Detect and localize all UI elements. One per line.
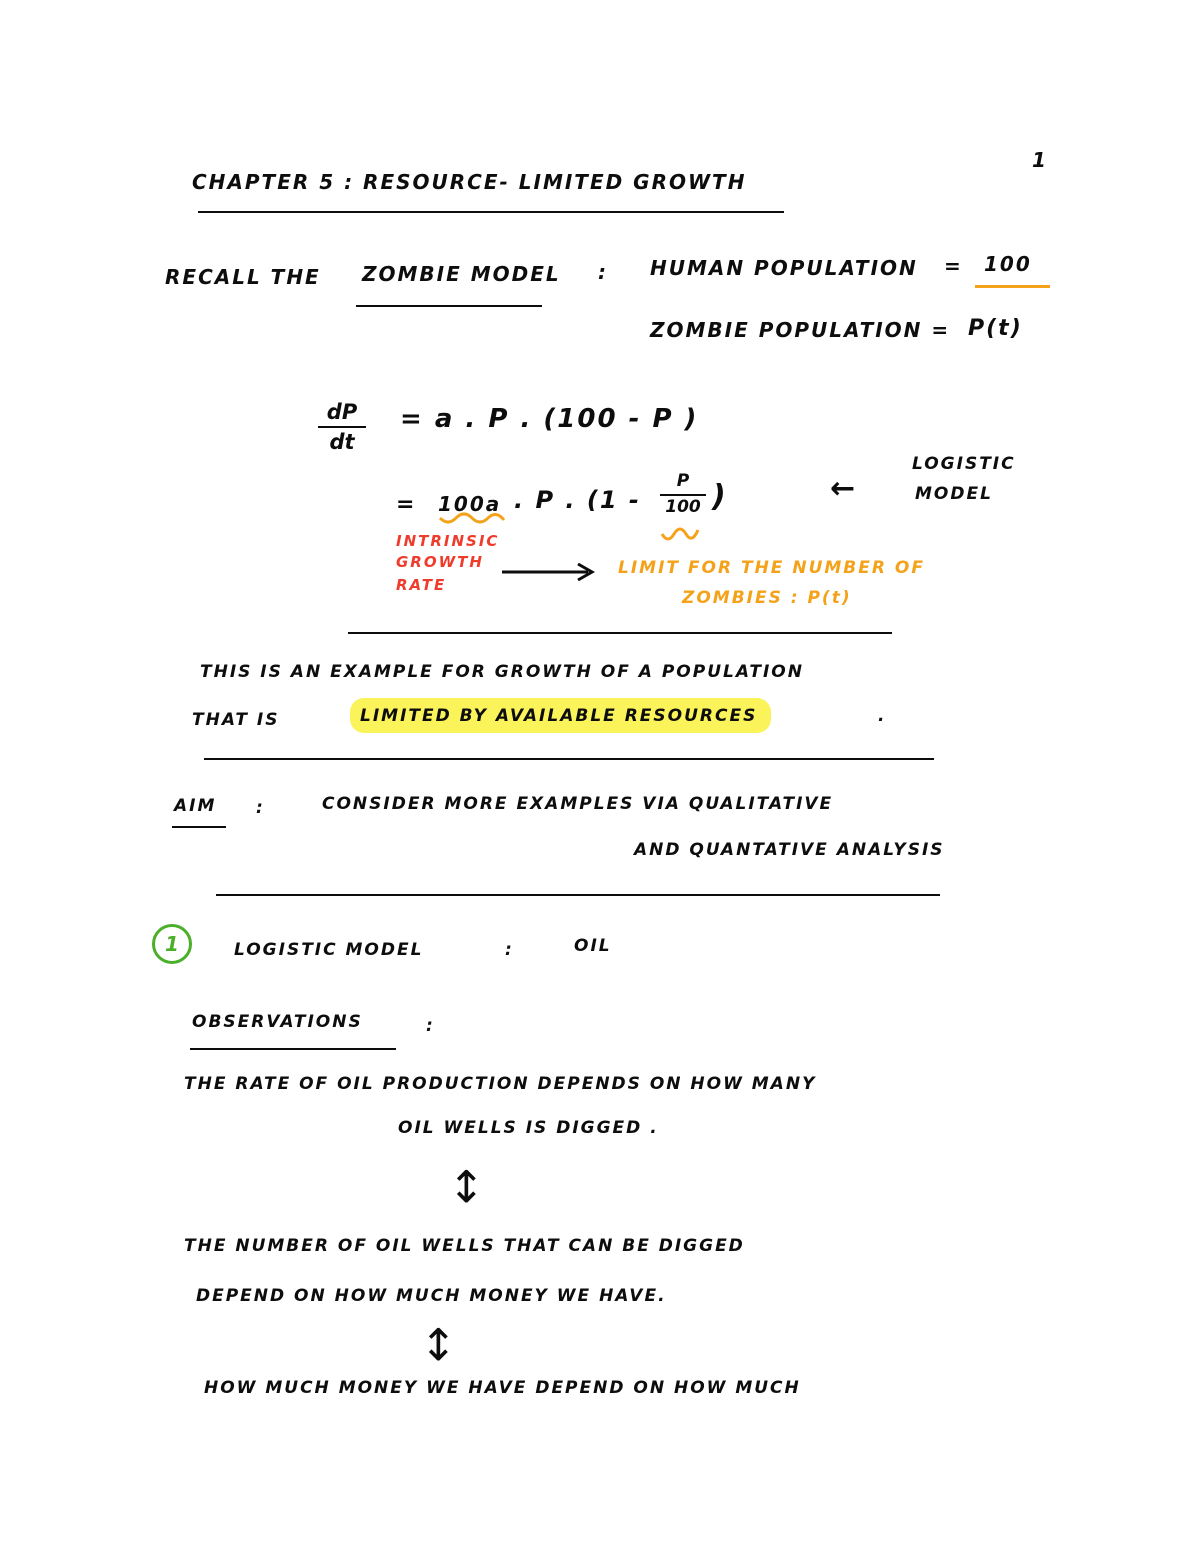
logistic-arrow: ← — [830, 471, 858, 506]
aim-underline — [172, 826, 226, 828]
observations-colon: : — [426, 1016, 435, 1036]
divider-1 — [348, 632, 892, 634]
intrinsic-to-limit-arrow — [500, 562, 596, 582]
limit-label-2: ZOMBIES : P(t) — [682, 588, 852, 608]
aim-line-1: CONSIDER MORE EXAMPLES VIA QUALITATIVE — [322, 794, 834, 814]
human-value-underline — [975, 285, 1050, 288]
example-line-1: THIS IS AN EXAMPLE FOR GROWTH OF A POPULATION — [200, 662, 804, 682]
intrinsic-label-2: GROWTH — [396, 553, 484, 571]
chapter-title: CHAPTER 5 : RESOURCE- LIMITED GROWTH — [192, 170, 747, 194]
limit-fraction-denominator: 100 — [665, 496, 701, 517]
logistic-label-1: LOGISTIC — [912, 454, 1016, 474]
derivative-bar — [318, 426, 366, 428]
observation-1-line-2: OIL WELLS IS DIGGED . — [398, 1118, 659, 1138]
limit-label-1: LIMIT FOR THE NUMBER OF — [618, 558, 925, 578]
divider-3 — [216, 894, 940, 896]
equation-line-1: = a . P . (100 - P ) — [400, 404, 699, 434]
derivative-numerator: dP — [326, 400, 358, 424]
limit-fraction-numerator: P — [676, 471, 690, 491]
section-colon: : — [505, 940, 514, 960]
example-highlight: LIMITED BY AVAILABLE RESOURCES — [350, 698, 771, 733]
derivative-denominator: dt — [329, 430, 355, 455]
zombie-model-underline — [356, 305, 542, 307]
observation-1-line-1: THE RATE OF OIL PRODUCTION DEPENDS ON HOW MANY — [184, 1074, 817, 1094]
human-population-value: 100 — [984, 252, 1032, 276]
section-title: LOGISTIC MODEL — [234, 940, 424, 960]
logistic-label-2: MODEL — [915, 484, 993, 504]
recall-colon: : — [598, 260, 608, 284]
derivative-fraction — [318, 400, 366, 454]
title-underline — [198, 211, 784, 213]
recall-lead: RECALL THE — [165, 265, 321, 289]
observation-2-line-1: THE NUMBER OF OIL WELLS THAT CAN BE DIGGED — [184, 1236, 745, 1256]
intrinsic-label-3: RATE — [396, 576, 447, 594]
observation-3-line-1: HOW MUCH MONEY WE HAVE DEPEND ON HOW MUCH — [204, 1378, 801, 1398]
section-subject: OIL — [574, 936, 612, 956]
observations-underline — [190, 1048, 396, 1050]
limit-fraction — [660, 472, 706, 517]
example-line-2-post: . — [878, 706, 887, 726]
section-number-badge: 1 — [152, 924, 192, 964]
equation-line-2-close: ) — [712, 479, 728, 514]
limit-squiggle — [660, 528, 700, 548]
zombie-population-label: ZOMBIE POPULATION = — [650, 318, 951, 342]
observation-link-arrow-1: ↕ — [448, 1162, 485, 1213]
intrinsic-label-1: INTRINSIC — [396, 532, 500, 550]
aim-label: AIM — [174, 796, 217, 816]
intrinsic-squiggle — [438, 512, 510, 528]
human-population-label: HUMAN POPULATION — [650, 256, 918, 280]
zombie-population-value: P(t) — [968, 316, 1023, 341]
example-line-2-pre: THAT IS — [192, 710, 280, 730]
human-population-eq: = — [944, 254, 963, 278]
divider-2 — [204, 758, 934, 760]
observations-label: OBSERVATIONS — [192, 1012, 363, 1032]
zombie-model-name: ZOMBIE MODEL — [362, 262, 561, 286]
observation-link-arrow-2: ↕ — [420, 1320, 457, 1371]
equation-intrinsic-coef: 100a — [438, 492, 502, 516]
aim-colon: : — [256, 798, 265, 818]
aim-line-2: AND QUANTATIVE ANALYSIS — [634, 840, 945, 860]
observation-2-line-2: DEPEND ON HOW MUCH MONEY WE HAVE. — [196, 1286, 667, 1306]
equation-line-2-mid: . P . (1 - — [514, 486, 641, 514]
equation-line-2-eq: = — [396, 492, 417, 517]
page-number: 1 — [1032, 148, 1048, 172]
limit-fraction-bar — [660, 494, 706, 496]
